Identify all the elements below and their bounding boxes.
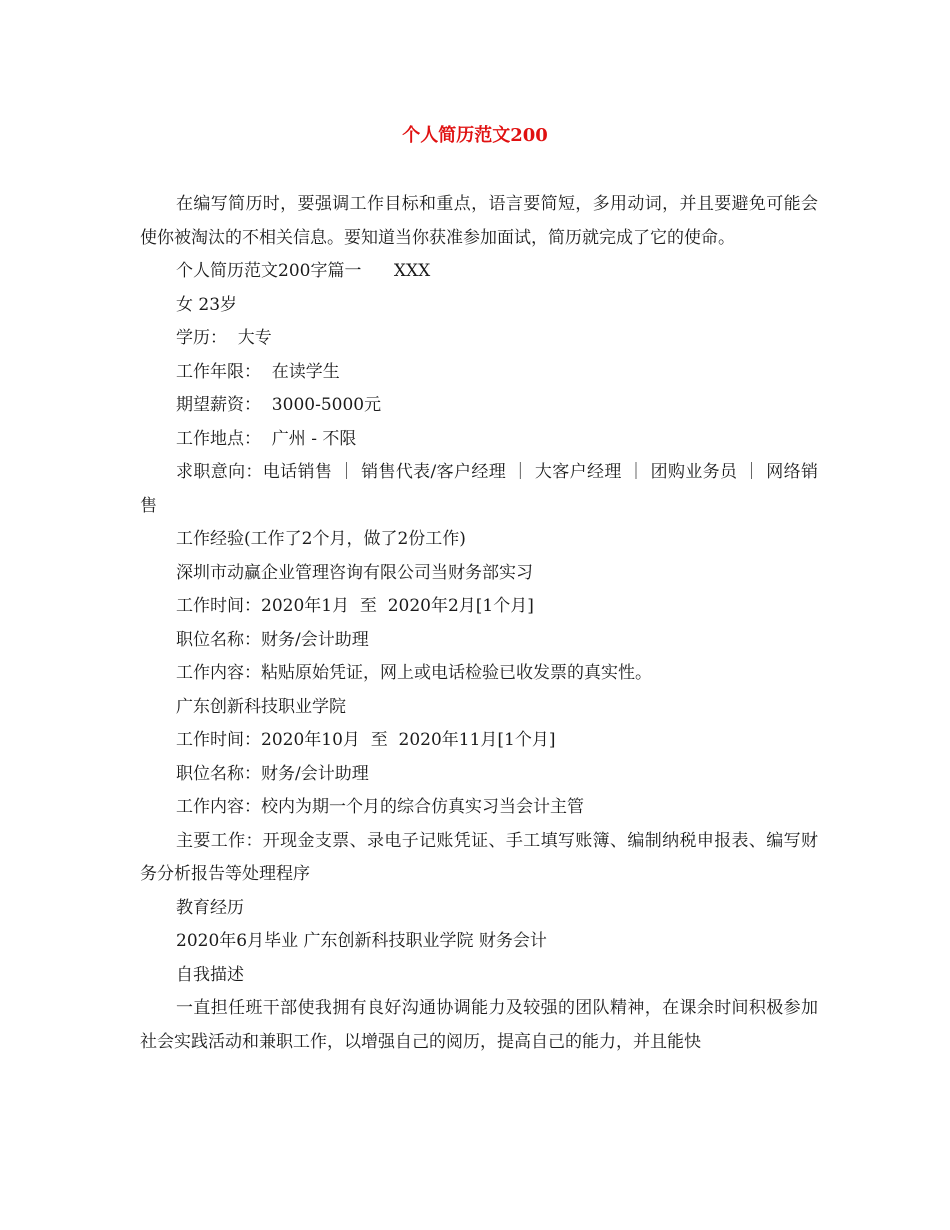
document-title: 个人简历范文200 <box>402 125 548 146</box>
resume-heading: 个人简历范文200字篇一 XXX <box>176 261 431 281</box>
work-experience-heading: 工作经验(工作了2个月，做了2份工作) <box>176 529 466 549</box>
self-description: 一直担任班干部使我拥有良好沟通协调能力及较强的团队精神，在课余时间积极参加社会实践活动和兼职工作，以增强自己的阅历，提高自己的能力，并且能快 <box>140 998 818 1052</box>
company-1: 深圳市动赢企业管理咨询有限公司当财务部实习 <box>176 562 533 583</box>
company-2: 广东创新科技职业学院 <box>176 696 346 717</box>
work-content-1: 工作内容：粘贴原始凭证，网上或电话检验已收发票的真实性。 <box>176 663 652 683</box>
self-description-heading: 自我描述 <box>176 964 244 985</box>
position-1: 职位名称：财务/会计助理 <box>176 629 369 650</box>
education-level: 学历： 大专 <box>176 328 272 348</box>
document-body <box>140 188 818 1059</box>
position-2: 职位名称：财务/会计助理 <box>176 763 369 784</box>
work-time-1: 工作时间：2020年1月 至 2020年2月[1个月] <box>176 596 534 616</box>
expected-salary: 期望薪资： 3000-5000元 <box>176 395 382 415</box>
gender-age: 女 23岁 <box>176 294 238 315</box>
work-content-2: 工作内容：校内为期一个月的综合仿真实习当会计主管 <box>176 797 584 817</box>
education-heading: 教育经历 <box>176 897 244 918</box>
work-years: 工作年限： 在读学生 <box>176 361 340 382</box>
main-work: 主要工作：开现金支票、录电子记账凭证、手工填写账簿、编制纳税申报表、编写财务分析报告等处理程序 <box>140 830 818 884</box>
education-entry: 2020年6月毕业 广东创新科技职业学院 财务会计 <box>176 931 547 951</box>
job-intention: 求职意向：电话销售 ｜ 销售代表/客户经理 ｜ 大客户经理 ｜ 团购业务员 ｜ 网络销售 <box>140 462 818 516</box>
work-time-2: 工作时间：2020年10月 至 2020年11月[1个月] <box>176 730 556 750</box>
work-location: 工作地点： 广州 - 不限 <box>176 428 357 449</box>
intro-paragraph: 在编写简历时，要强调工作目标和重点，语言要简短，多用动词，并且要避免可能会使你被淘汰的不相关信息。要知道当你获准参加面试，简历就完成了它的使命。 <box>140 194 818 248</box>
